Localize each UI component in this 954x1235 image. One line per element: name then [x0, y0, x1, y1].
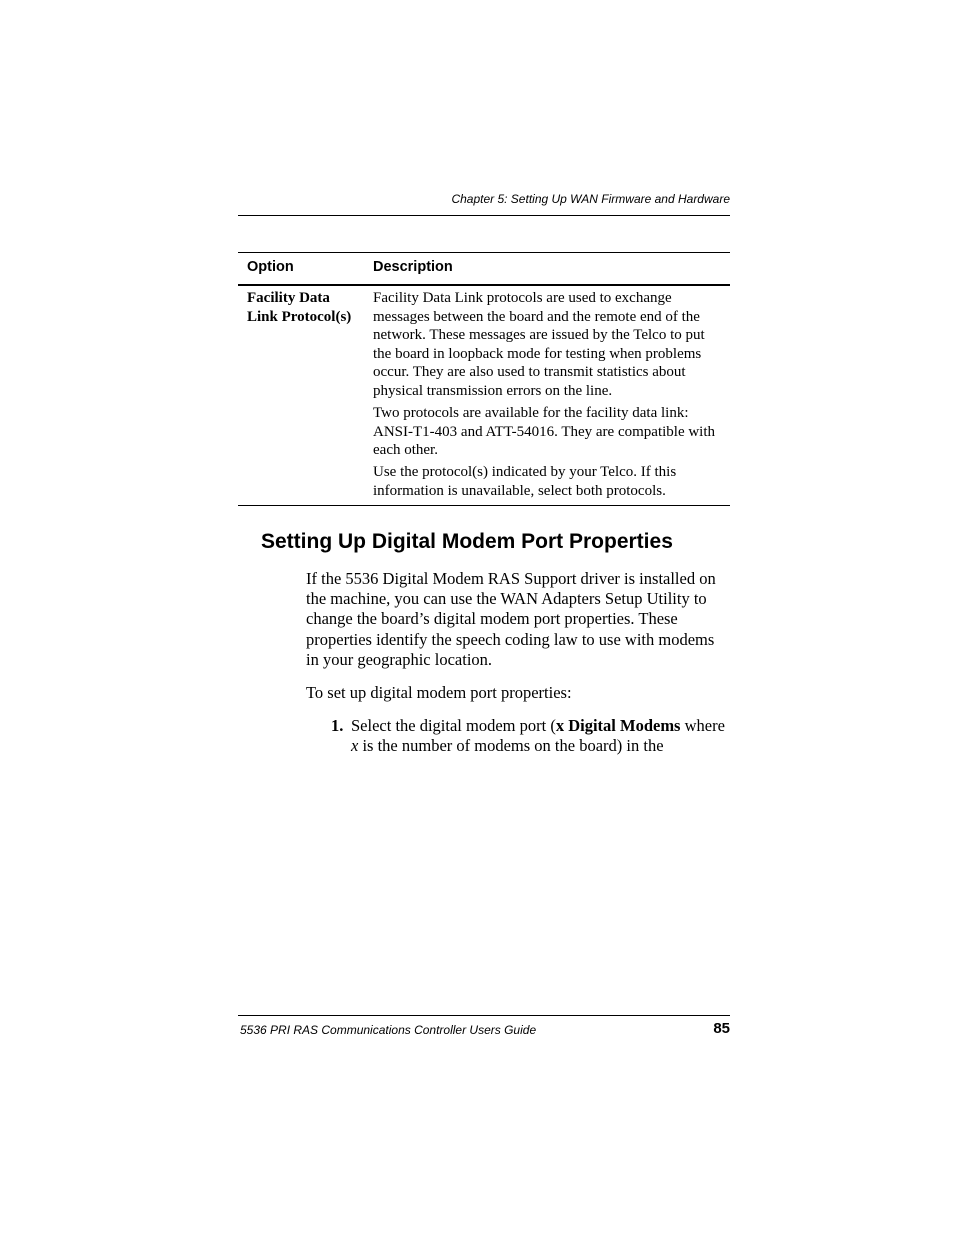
footer-book-title: 5536 PRI RAS Communications Controller Users Guide — [240, 1023, 537, 1037]
step-text — [351, 716, 730, 756]
step-italic-var: x — [351, 736, 359, 756]
body-paragraph: To set up digital modem port properties: — [306, 683, 572, 702]
header-rule — [238, 215, 730, 216]
column-header-option: Option — [247, 259, 294, 275]
option-name-line: Link Protocol(s) — [247, 308, 352, 325]
step-text-part: is the number of modems on the board) in the — [358, 736, 664, 756]
step-bold-term: x Digital Modems — [555, 716, 681, 735]
step-text-part: where — [680, 716, 725, 735]
description-paragraph: Two protocols are available for the facility data link: ANSI-T1-403 and ATT-54016. They are compatible with each other. — [373, 405, 716, 459]
column-header-description: Description — [373, 259, 453, 275]
description-paragraph: Use the protocol(s) indicated by your Telco. If this information is unavailable, select both protocols. — [373, 464, 677, 499]
section-heading: Setting Up Digital Modem Port Properties — [261, 530, 673, 553]
description-paragraph: Facility Data Link protocols are used to exchange messages between the board and the remote end of the network. These messages are issued by the Telco to put the board in loopback mode for testing when problems occur. They are also used to transmit statistics about physical transmission errors on the line. — [373, 290, 705, 399]
page-number: 85 — [713, 1020, 730, 1037]
footer-rule — [238, 1015, 730, 1016]
table-header-rule — [238, 284, 730, 286]
table-top-rule — [238, 252, 730, 253]
running-header: Chapter 5: Setting Up WAN Firmware and Hardware — [451, 192, 730, 206]
step-text-part: Select the digital modem port ( — [351, 716, 556, 735]
option-name-line: Facility Data — [247, 290, 330, 306]
option-name — [247, 289, 367, 326]
step-number: 1. — [331, 716, 344, 735]
body-paragraph: If the 5536 Digital Modem RAS Support driver is installed on the machine, you can use the WAN Adapters Setup Utility to change the board’s digital modem port properties. These properties identify the speech coding law to use with modems in your geographic location. — [306, 569, 716, 669]
table-bottom-rule — [238, 505, 730, 506]
